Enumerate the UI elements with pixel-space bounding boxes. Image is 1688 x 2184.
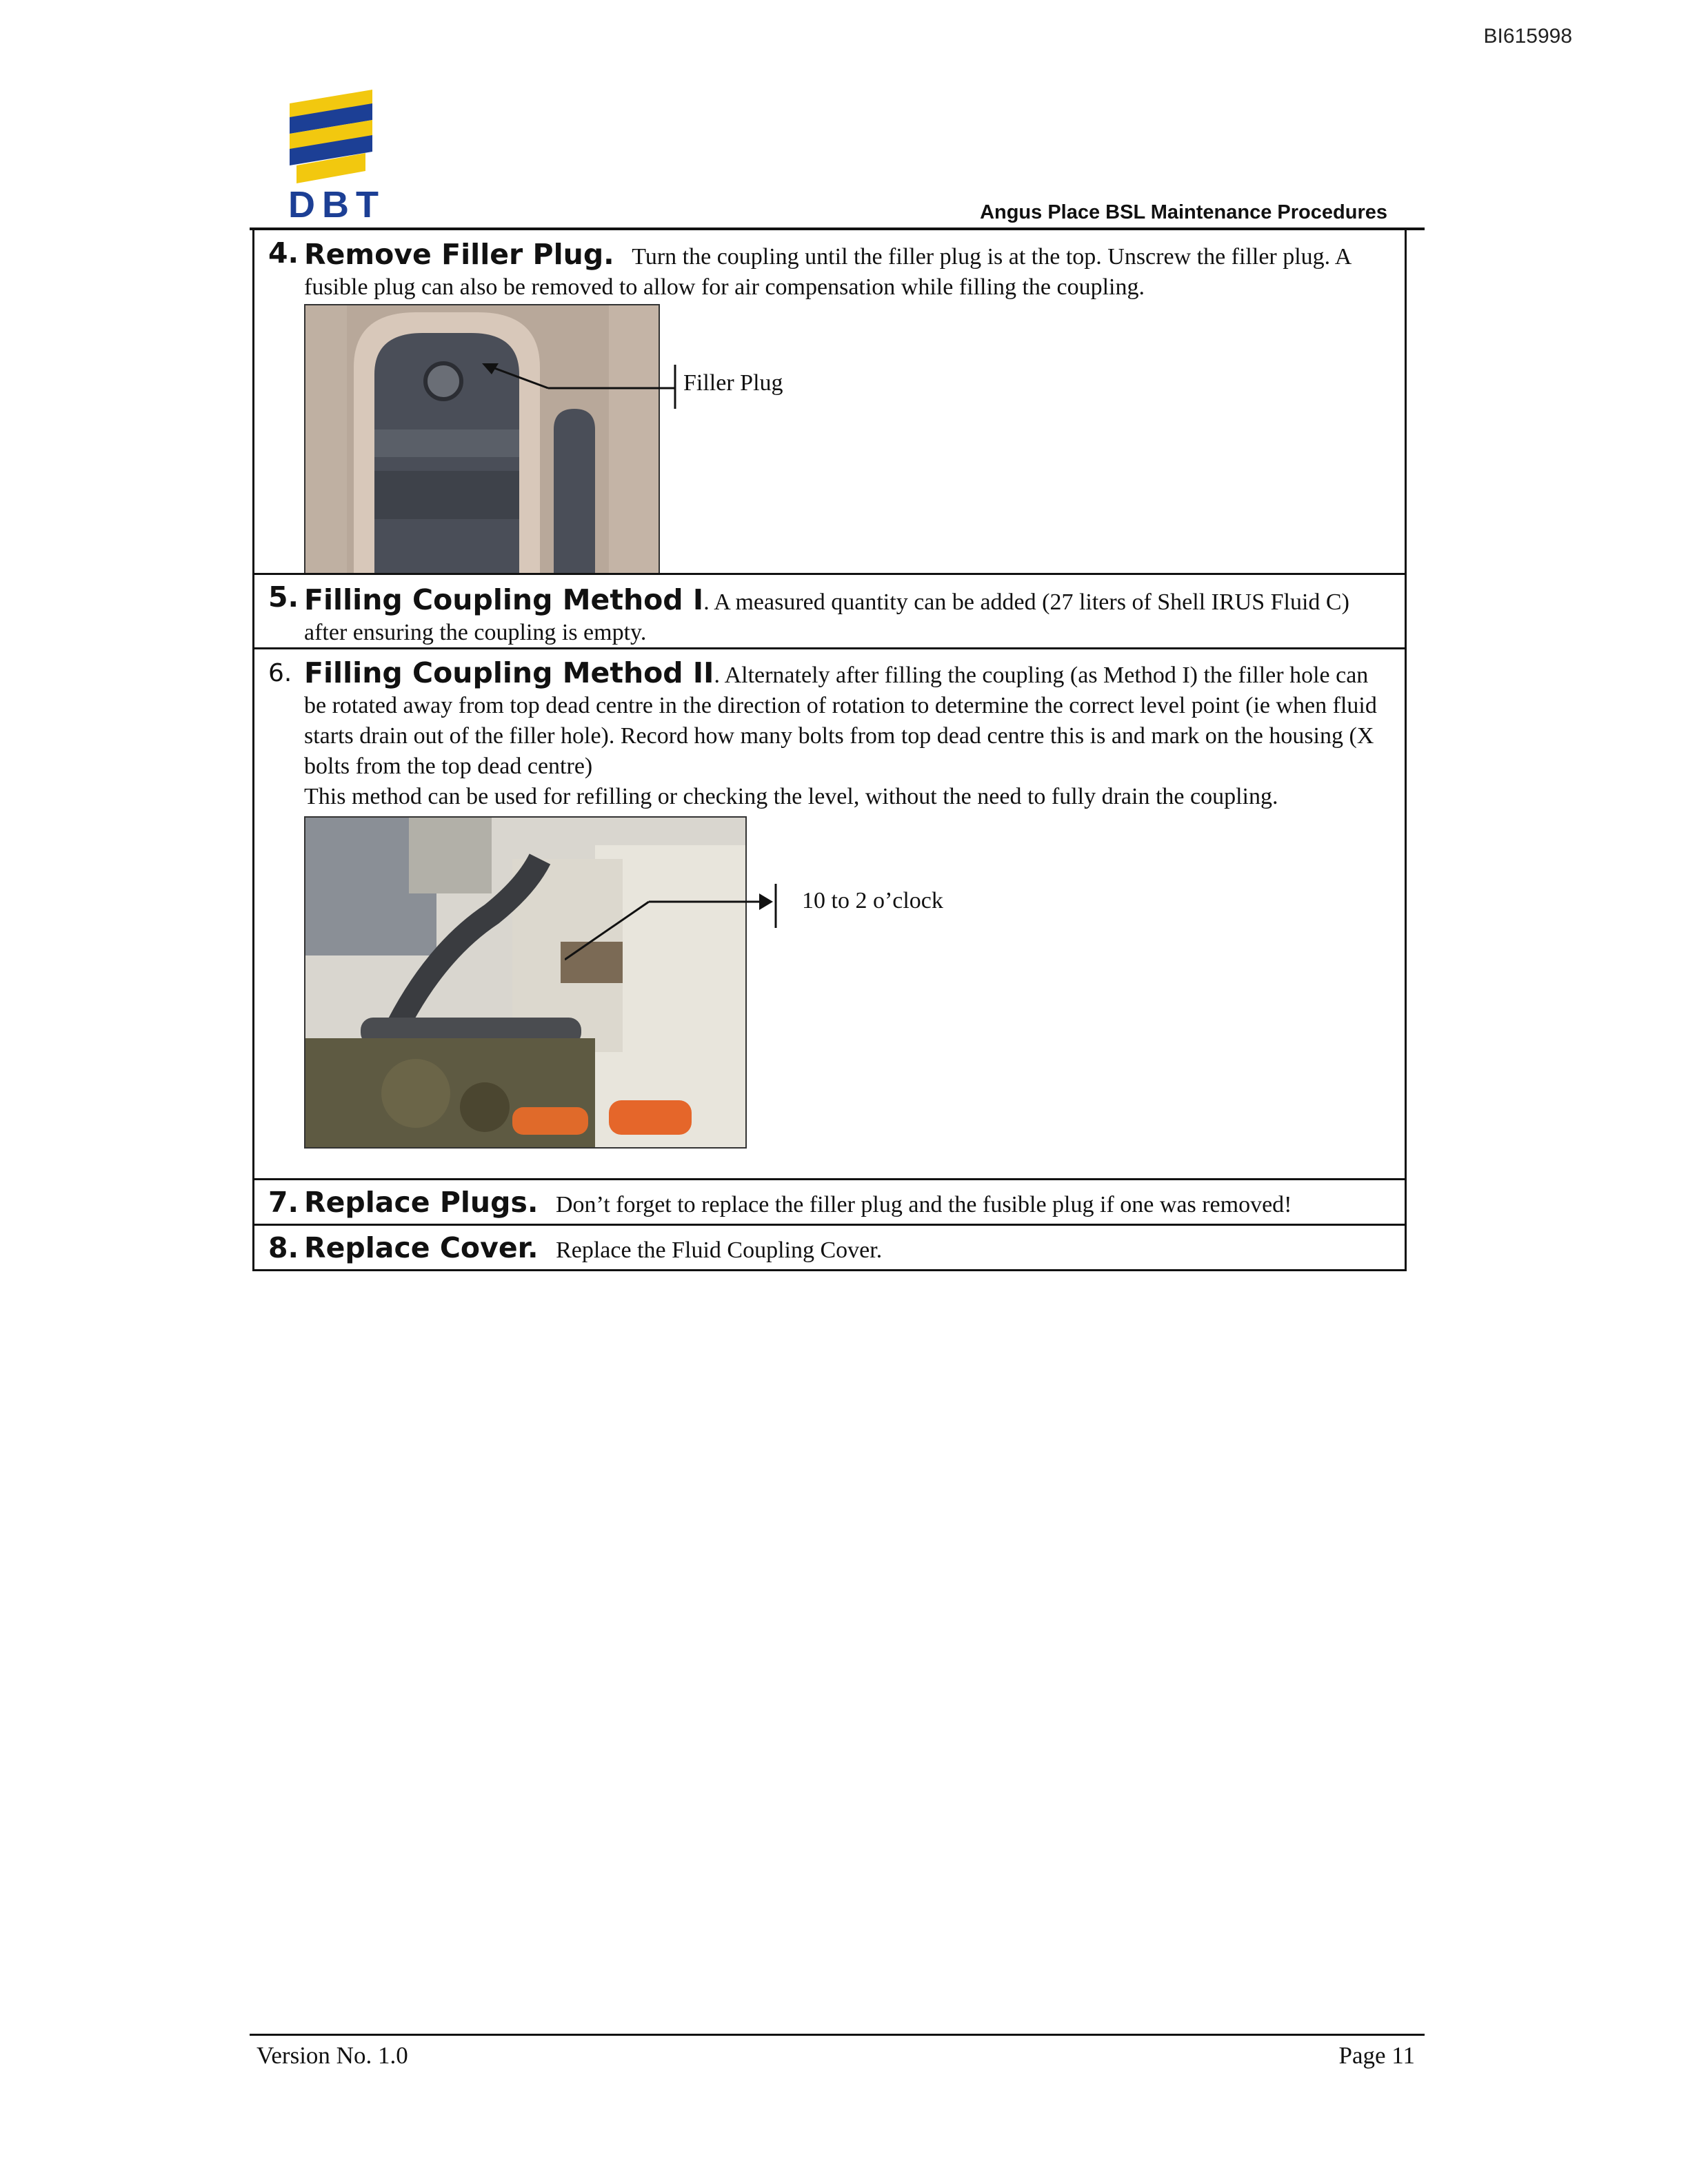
- step-title: Replace Cover.: [304, 1231, 539, 1264]
- header-title: Angus Place BSL Maintenance Procedures: [980, 201, 1387, 223]
- step-title: Filling Coupling Method II: [304, 656, 714, 689]
- step-title: Replace Plugs.: [304, 1186, 539, 1219]
- level-callout: 10 to 2 o’clock: [802, 888, 943, 913]
- dbt-logo-text: DBT: [288, 184, 385, 225]
- step-5-paragraph: [304, 585, 1391, 648]
- step-8-row: [254, 1224, 1405, 1269]
- level-arrow: [565, 884, 785, 967]
- step-8-paragraph: [304, 1233, 1391, 1266]
- step-text: . Alternately after filling the coupling (as Method I) the filler hole can be rotated away from top dead centre in the direction of rotation to determine the correct level point (ie when fluid starts drain out of the filler hole). Record how many bolts from top dead centre this is and mark on the housing (X bolts from the top dead centre): [304, 663, 1377, 779]
- footer-page-number: Page 11: [1338, 2042, 1415, 2069]
- footer-rule: [250, 2034, 1425, 2036]
- coupling-level-photo: [304, 816, 747, 1149]
- step-6-paragraph: [304, 658, 1391, 812]
- step-number: 7.: [268, 1186, 299, 1219]
- step-number: 4.: [268, 236, 299, 270]
- step-5-row: [254, 573, 1405, 647]
- step-text-note: This method can be used for refilling or checking the level, without the need to fully drain the coupling.: [304, 784, 1278, 809]
- footer-version: Version No. 1.0: [257, 2042, 408, 2069]
- step-7-row: [254, 1178, 1405, 1224]
- step-text: Turn the coupling until the filler plug is at the top. Unscrew the filler plug. A fusible plug can also be removed to allow for air compensation while filling the coupling.: [304, 244, 1351, 300]
- step-number: 8.: [268, 1231, 299, 1264]
- step-title: Remove Filler Plug.: [304, 238, 614, 271]
- step-text: Replace the Fluid Coupling Cover.: [556, 1237, 883, 1263]
- filler-plug-photo: [304, 304, 660, 574]
- step-number: 6.: [268, 659, 292, 687]
- procedure-table: [252, 230, 1407, 1271]
- step-number: 5.: [268, 580, 299, 614]
- step-text: . A measured quantity can be added (27 liters of Shell IRUS Fluid C) after ensuring the coupling is empty.: [304, 589, 1349, 645]
- filler-plug-callout: Filler Plug: [683, 370, 783, 396]
- step-7-paragraph: [304, 1187, 1391, 1220]
- step-text: Don’t forget to replace the filler plug and the fusible plug if one was removed!: [555, 1192, 1292, 1217]
- step-title: Filling Coupling Method I: [304, 583, 704, 616]
- filler-plug-arrow: [413, 354, 689, 409]
- step-4-row: [254, 230, 1405, 573]
- step-6-row: [254, 647, 1405, 1178]
- document-id: BI615998: [1483, 25, 1572, 48]
- step-4-paragraph: [304, 239, 1391, 303]
